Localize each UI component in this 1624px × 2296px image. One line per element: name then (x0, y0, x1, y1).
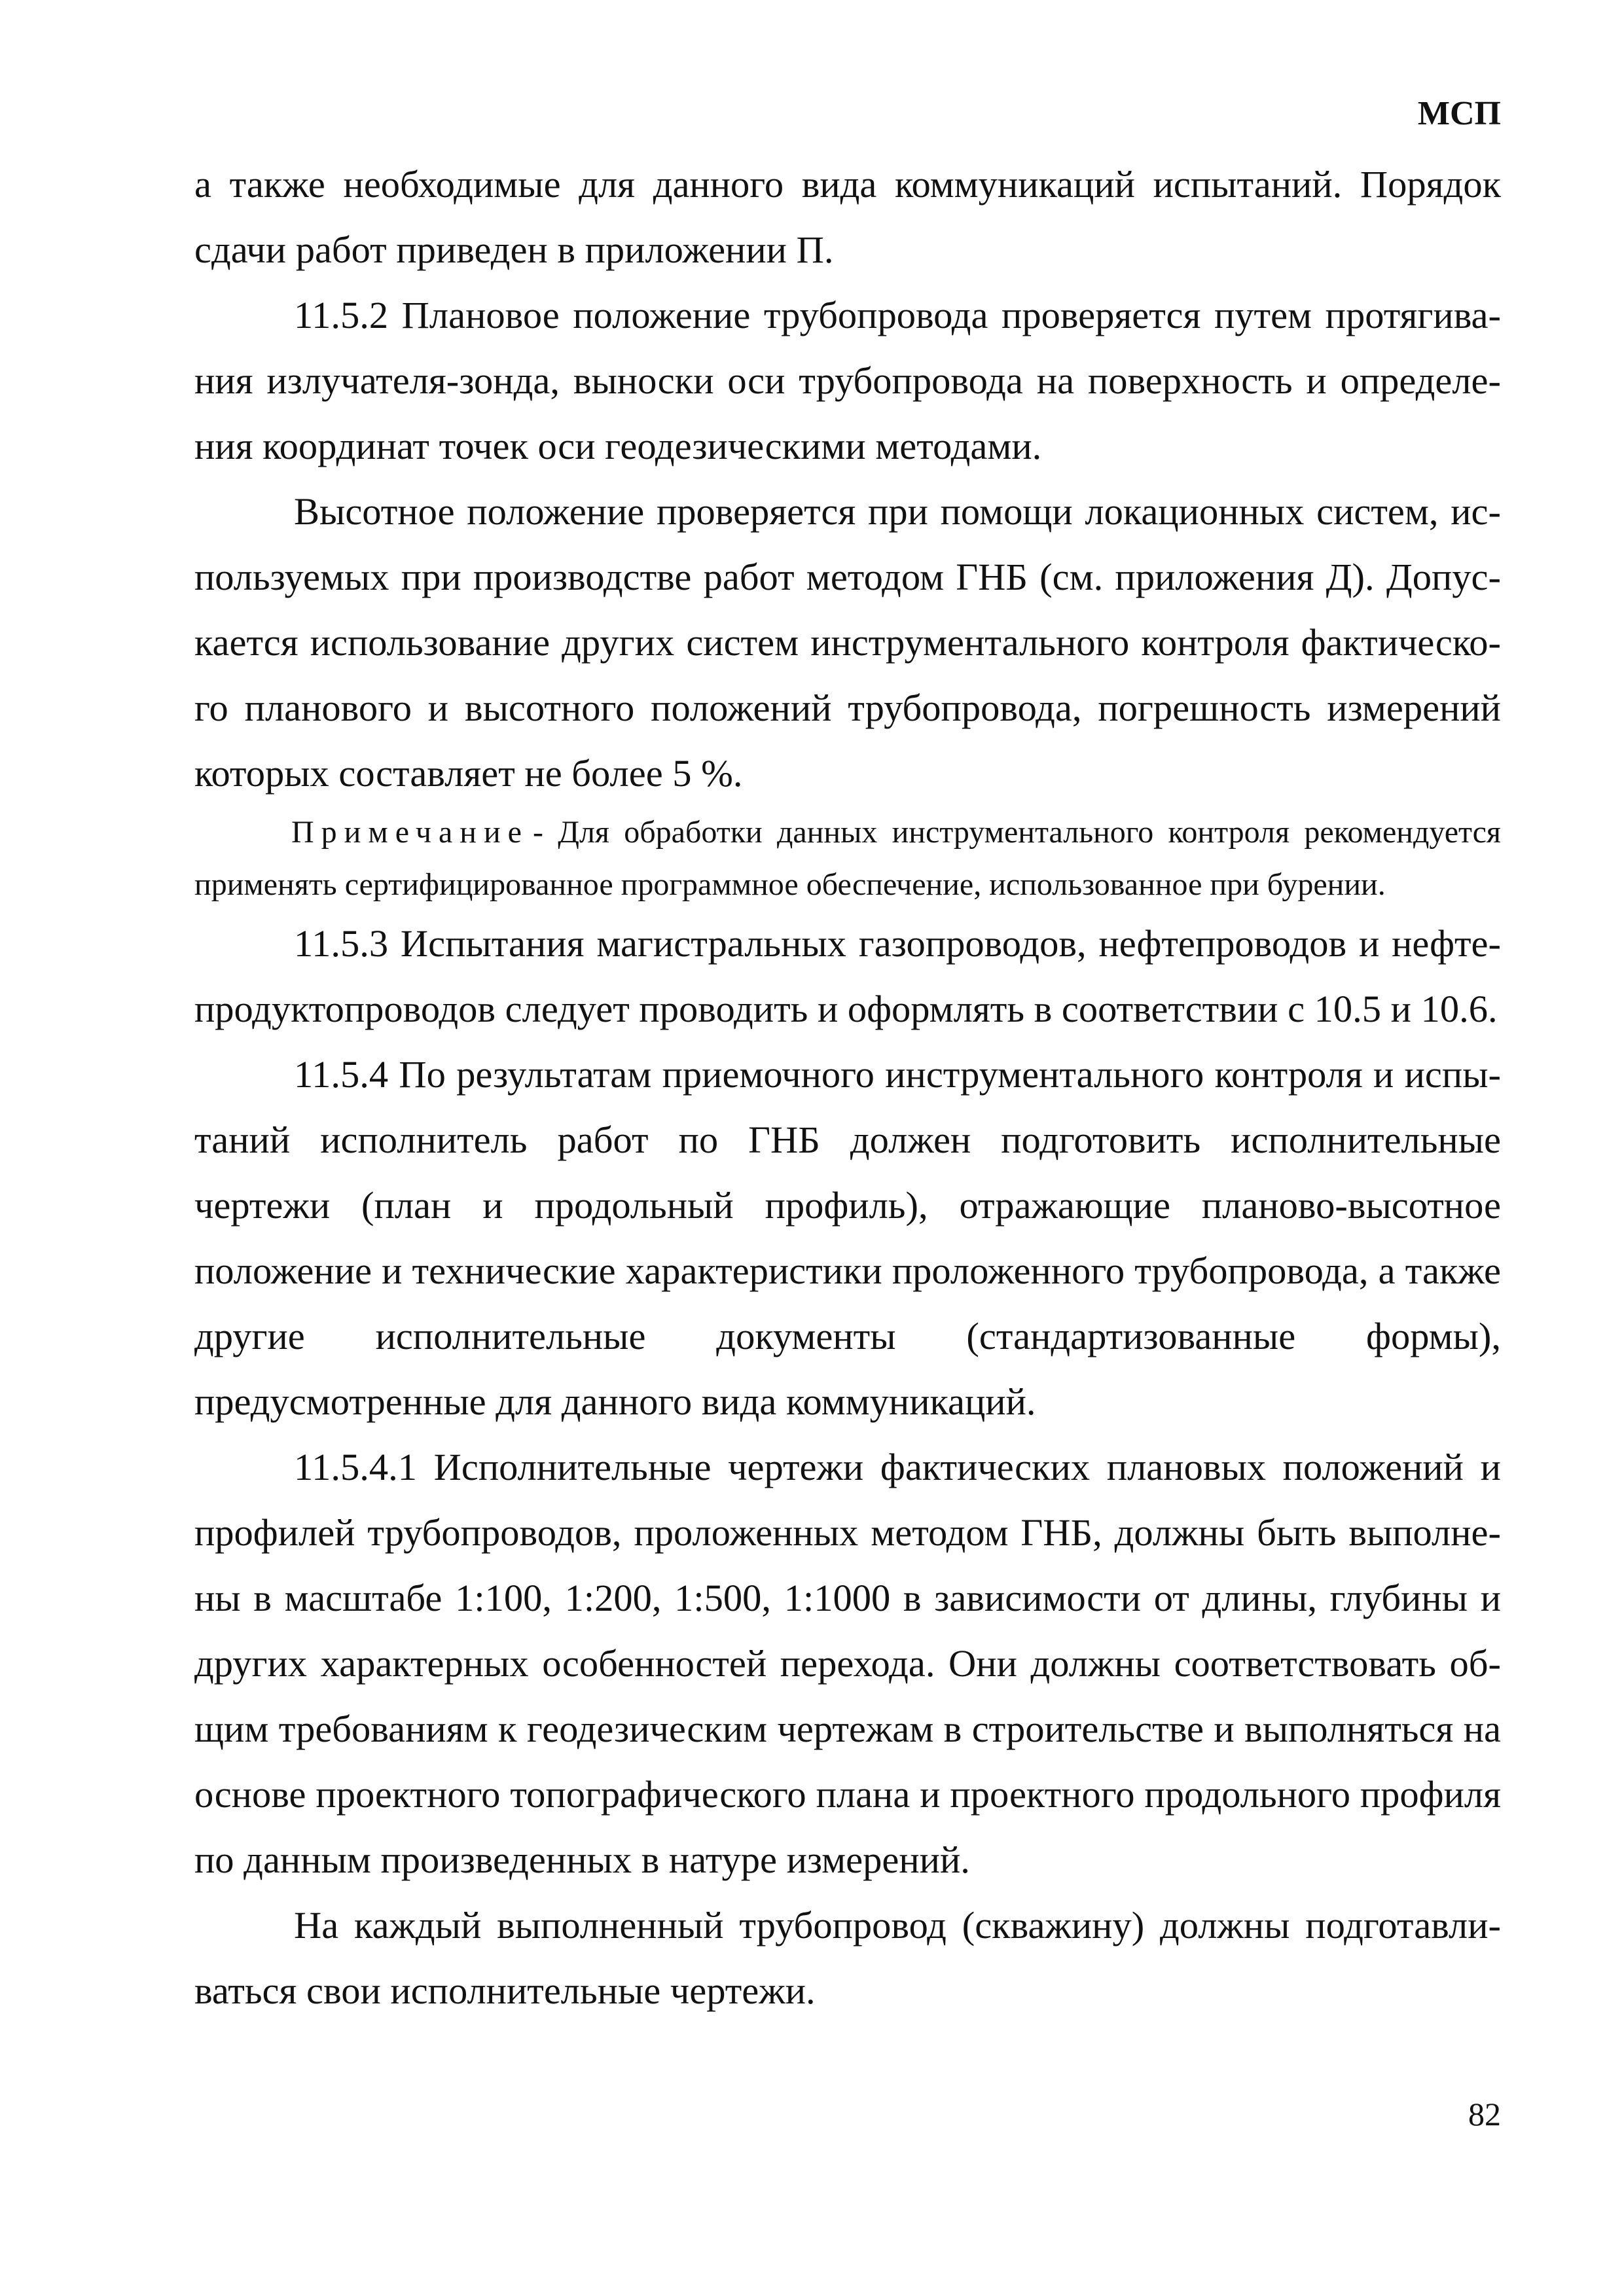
paragraph-drawings-per-pipeline: На каждый выполненный трубопровод (скважину) должны подготавливаться свои исполнительные чертежи. (194, 1904, 1501, 2012)
page-number: 82 (1468, 2096, 1501, 2132)
body-text (194, 152, 1501, 2024)
paragraph-vertical-position: Высотное положение проверяется при помощи локационных систем, используемых при производстве работ методом ГНБ (см. приложения Д). Допускается использование других систем инструментального контроля фактического планового и высотного положений трубопровода, погрешность измерений которых составляет не более 5 %. (194, 490, 1501, 795)
paragraph-11-5-4-1: 11.5.4.1 Исполнительные чертежи фактических плановых положений и профилей трубопроводов, проложенных методом ГНБ, должны быть выполнены в масштабе 1:100, 1:200, 1:500, 1:1000 в зависимости от длины, глубины и других характерных особенностей перехода. Они должны соответствовать общим требованиям к геодезическим чертежам в строительстве и выполняться на основе проектного топографического плана и проектного продольного профиля по данным произведенных в натуре измерений. (194, 1446, 1501, 1881)
note-label: Примечание (291, 815, 529, 850)
document-code-header: МСП (1417, 95, 1501, 132)
paragraph-11-5-2: 11.5.2 Плановое положение трубопровода проверяется путем протягивания излучателя-зонда, выноски оси трубопровода на поверхность и определения координат точек оси геодезическими методами. (194, 294, 1501, 467)
paragraph-continuation: а также необходимые для данного вида коммуникаций испытаний. Порядок сдачи работ приведен в приложении П. (194, 163, 1501, 271)
paragraph-11-5-4: 11.5.4 По результатам приемочного инструментального контроля и испытаний исполнитель работ по ГНБ должен подготовить исполнительные чертежи (план и продольный профиль), отражающие планово-высотное положение и технические характеристики проложенного трубопровода, а также другие исполнительные документы (стандартизованные формы), предусмотренные для данного вида коммуникаций. (194, 1053, 1501, 1423)
paragraph-11-5-3: 11.5.3 Испытания магистральных газопроводов, нефтепроводов и нефтепродуктопроводов следует проводить и оформлять в соответствии с 10.5 и 10.6. (194, 922, 1501, 1030)
note (194, 806, 1501, 911)
note-text: - Для обработки данных инструментального контроля рекомендуется применять сертифицированное программное обеспечение, использованное при бурении. (194, 815, 1501, 902)
document-page (194, 0, 1501, 2296)
